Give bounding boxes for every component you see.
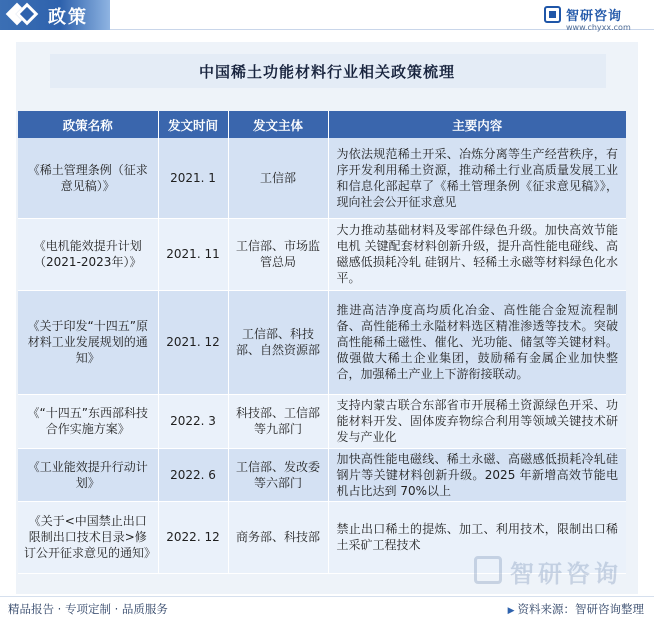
policy-date: 2021. 1 [158, 138, 228, 218]
column-header-issuer: 发文主体 [228, 111, 328, 138]
policy-date: 2022. 12 [158, 501, 228, 573]
column-header-name: 政策名称 [18, 111, 158, 138]
policy-issuer: 工信部、发改委等六部门 [228, 448, 328, 501]
panel-title: 中国稀土功能材料行业相关政策梳理 [198, 63, 455, 81]
play-arrow-icon: ▶ [507, 606, 515, 616]
policy-content: 推进高洁净度高均质化冶金、高性能合金短流程制备、高性能稀土永隘材料选区精准渗透等技术。突破高性能稀土磁性、催化、光功能、储氢等关键材料。做强做大稀土企业集团，鼓励稀有金属企业加快整合，加强稀土产业上下游衔接联动。 [328, 290, 626, 394]
brand-name: 智研咨询 [566, 9, 623, 24]
column-header-content: 主要内容 [328, 111, 626, 138]
table-row [18, 218, 626, 290]
policy-name: 《稀土管理条例（征求意见稿）》 [18, 138, 158, 218]
policy-issuer: 科技部、工信部等九部门 [228, 394, 328, 448]
policy-name: 《关于印发“十四五”原材料工业发展规划的通知》 [18, 290, 158, 394]
section-title: 政策 [48, 7, 88, 28]
watermark-text: 智研咨询 [510, 560, 622, 588]
policy-date: 2021. 12 [158, 290, 228, 394]
policy-table [18, 111, 626, 574]
table-header-row [18, 111, 626, 138]
column-header-date: 发文时间 [158, 111, 228, 138]
policy-content: 加快高性能电磁线、稀土永磁、高磁感低损耗冷轧硅钢片等关键材料创新升级。2025 年新增高效节能电机占比达到 70%以上 [328, 448, 626, 501]
policy-content: 支持内蒙古联合东部省市开展稀土资源绿色开采、功能材料开发、固体废弃物综合利用等领域关键技术研发与产业化 [328, 394, 626, 448]
brand-logo-icon [544, 6, 561, 23]
page-footer [0, 596, 654, 619]
table-row [18, 290, 626, 394]
table-row [18, 448, 626, 501]
watermark-logo-icon [474, 556, 502, 584]
policy-name: 《关于<中国禁止出口限制出口技术目录>修订公开征求意见的通知》 [18, 501, 158, 573]
footer-source [508, 601, 644, 617]
policy-name: 《工业能效提升行动计划》 [18, 448, 158, 501]
table-row [18, 394, 626, 448]
policy-date: 2021. 11 [158, 218, 228, 290]
section-banner [0, 0, 110, 30]
page-header [0, 0, 654, 38]
policy-issuer: 商务部、科技部 [228, 501, 328, 573]
brand-url: www.chyxx.com [566, 23, 631, 32]
source-text: 资料来源：智研咨询整理 [517, 602, 644, 616]
policy-issuer: 工信部 [228, 138, 328, 218]
policy-issuer: 工信部、科技部、自然资源部 [228, 290, 328, 394]
brand-watermark [474, 552, 634, 592]
table-row [18, 138, 626, 218]
policy-name: 《电机能效提升计划（2021-2023年）》 [18, 218, 158, 290]
policy-name: 《“十四五”东西部科技合作实施方案》 [18, 394, 158, 448]
policy-date: 2022. 6 [158, 448, 228, 501]
policy-content: 大力推动基础材料及零部件绿色升级。加快高效节能电机 关键配套材料创新升级，提升高性能电碰线、高磁感低损耗冷轧 硅钢片、轻稀土永磁等材料绿色化水平。 [328, 218, 626, 290]
policy-date: 2022. 3 [158, 394, 228, 448]
brand-logo-block [544, 4, 640, 36]
footer-slogan: 精品报告 · 专项定制 · 品质服务 [8, 602, 168, 616]
policy-issuer: 工信部、市场监管总局 [228, 218, 328, 290]
policy-content: 为依法规范稀土开采、冶炼分离等生产经营秩序，有序开发利用稀土资源，推动稀土行业高质量发展工业和信息化部起草了《稀土管理条例《征求意见稿》》，现向社会公开征求意见 [328, 138, 626, 218]
policy-content: 禁止出口稀土的提炼、加工、利用技术，限制出口稀土采矿工程技术 [328, 501, 626, 573]
